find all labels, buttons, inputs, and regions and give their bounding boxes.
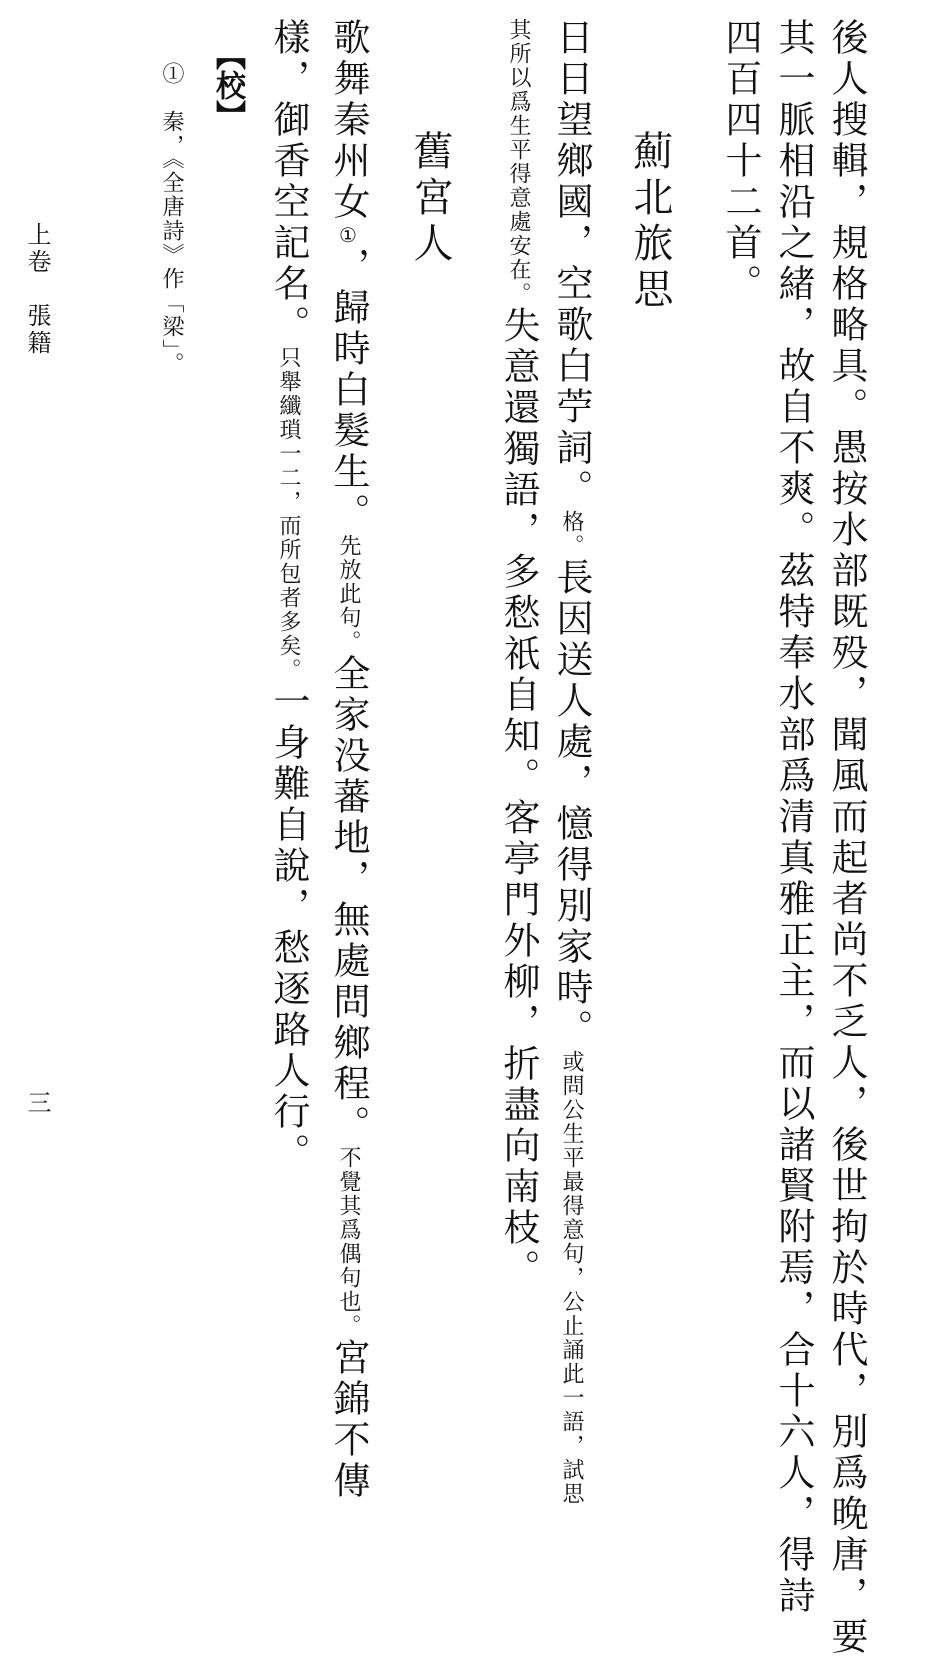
page-number: 三 [23, 1090, 51, 1117]
text-segment: 失意還獨語，多愁祇自知。客亭門外柳，折盡向南枝。 [497, 306, 540, 1290]
text-segment: 或問公生平最得意句，公止誦此一語，試思 [559, 1050, 584, 1506]
text-segment: 其一脈相沿之緒，故自不爽。茲特奉水部爲清真雅正主，而以諸賢附焉，合十六人，得詩 [772, 18, 815, 1617]
text-column-5 [550, 18, 593, 1506]
poem-title-2 [407, 130, 453, 268]
text-segment: 全家没蕃地，無處問鄉程。 [327, 654, 370, 1146]
text-segment: 其所以爲生平得意處安在。 [506, 18, 531, 306]
text-segment: 薊北旅思 [627, 130, 673, 314]
text-column-9 [267, 18, 310, 1174]
text-column-1 [825, 18, 868, 1658]
text-segment: 宮錦不傳 [327, 1338, 370, 1502]
text-segment: 一身難自說，愁逐路人行。 [267, 682, 310, 1174]
text-column-2 [772, 18, 815, 1617]
text-column-6 [497, 18, 540, 1290]
collation-note [160, 62, 182, 376]
text-column-3 [719, 18, 762, 305]
running-head: 上卷 張籍 [23, 222, 51, 357]
poem-title-1 [627, 130, 673, 314]
text-segment: 長因送人處，憶得別家時。 [550, 558, 593, 1050]
text-segment: 歌舞秦州女 [327, 18, 370, 223]
text-segment: 不覺其爲偶句也。 [336, 1146, 361, 1338]
text-segment: 舊宮人 [407, 130, 453, 268]
text-segment: 後人搜輯，規格略具。愚按水部既殁，聞風而起者尚不乏人，後世拘於時代，別爲晚唐，要 [825, 18, 868, 1658]
text-segment: 先放此句。 [336, 534, 361, 654]
text-segment: 日日望鄉國，空歌白苧詞。 [550, 18, 593, 510]
text-segment: ，歸時白髮生。 [327, 247, 370, 534]
collation-heading [210, 40, 245, 130]
text-segment: 格。 [559, 510, 584, 558]
text-segment: ① [336, 223, 360, 247]
text-segment: 樣，御香空記名。 [267, 18, 310, 346]
text-segment: 四百四十二首。 [719, 18, 762, 305]
text-column-8 [327, 18, 370, 1502]
text-segment: 只舉纖瑣一二，而所包者多矣。 [276, 346, 301, 682]
text-segment: 【校】 [210, 40, 245, 130]
text-segment: ① 秦，《全唐詩》作「梁」。 [159, 62, 184, 376]
